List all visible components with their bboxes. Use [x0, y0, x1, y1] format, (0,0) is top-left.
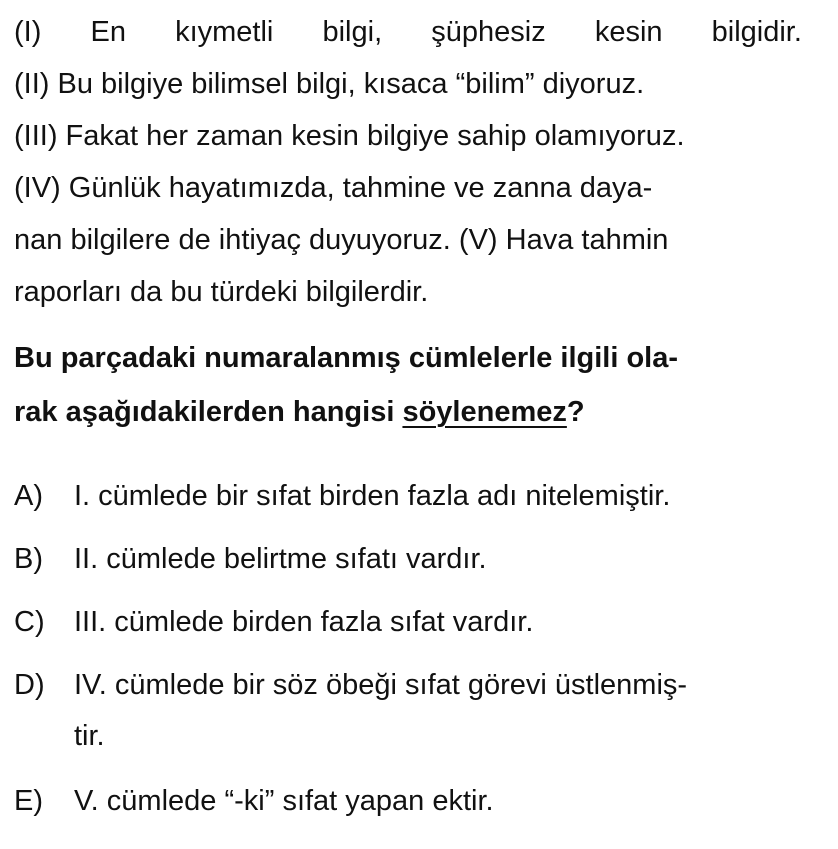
- passage-line-3: (III) Fakat her zaman kesin bilgiye sahip olamıyoruz.: [14, 120, 685, 152]
- option-text: III. cümlede birden fazla sıfat vardır.: [74, 606, 534, 638]
- question-prefix: rak aşağıdakilerden hangisi: [14, 396, 403, 428]
- question-suffix: ?: [566, 396, 585, 428]
- passage-word: bilgi,: [322, 16, 383, 48]
- option-letter: B): [14, 543, 43, 575]
- passage-line-1: [14, 14, 802, 50]
- option-text: IV. cümlede bir söz öbeği sıfat görevi üstlenmiş-: [74, 669, 688, 701]
- question-page: [14, 0, 802, 849]
- passage-word: (I): [14, 16, 42, 48]
- passage-line-5: nan bilgilere de ihtiyaç duyuyoruz. (V) Hava tahmin: [14, 224, 669, 256]
- option-letter: A): [14, 480, 43, 512]
- option-text: II. cümlede belirtme sıfatı vardır.: [74, 543, 487, 575]
- option-text: I. cümlede bir sıfat birden fazla adı nitelemiştir.: [74, 480, 671, 512]
- passage-word: En: [90, 16, 126, 48]
- passage-line-6: raporları da bu türdeki bilgilerdir.: [14, 276, 429, 308]
- option-text: V. cümlede “-ki” sıfat yapan ektir.: [74, 785, 494, 817]
- passage-word: şüphesiz: [431, 16, 546, 48]
- question-line-2: [14, 394, 802, 430]
- question-emphasis: söylenemez: [402, 396, 567, 428]
- passage-line-2: (II) Bu bilgiye bilimsel bilgi, kısaca “bilim” diyoruz.: [14, 68, 645, 100]
- passage-word: kıymetli: [175, 16, 274, 48]
- passage-word: bilgidir.: [711, 16, 802, 48]
- question-line-1: Bu parçadaki numaralanmış cümlelerle ilgili ola-: [14, 342, 679, 374]
- option-text-continued: tir.: [74, 720, 105, 752]
- passage-line-4: (IV) Günlük hayatımızda, tahmine ve zanna daya-: [14, 172, 653, 204]
- option-letter: C): [14, 606, 45, 638]
- option-letter: E): [14, 785, 43, 817]
- option-letter: D): [14, 669, 45, 701]
- passage-word: kesin: [594, 16, 663, 48]
